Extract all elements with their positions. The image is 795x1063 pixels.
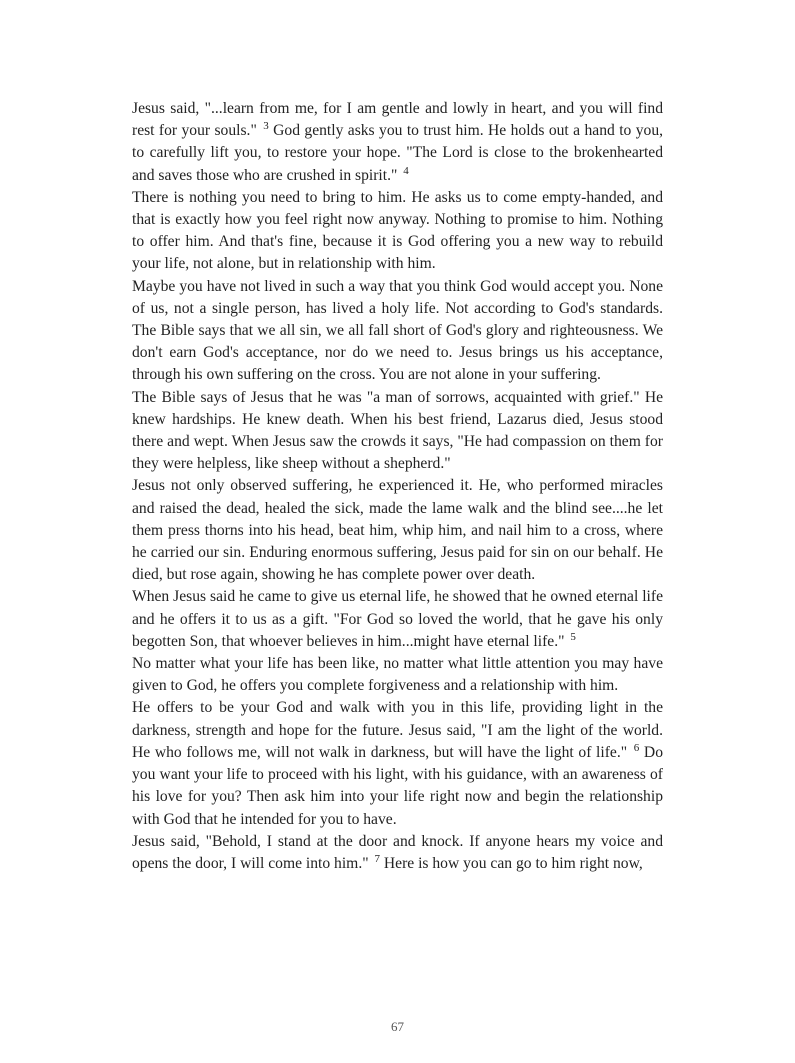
paragraph <box>132 831 663 875</box>
paragraph <box>132 98 663 187</box>
paragraph <box>132 653 663 697</box>
paragraph <box>132 187 663 276</box>
footnote-marker: 6 <box>633 741 640 754</box>
page-number: 67 <box>391 1019 404 1034</box>
paragraph <box>132 475 663 586</box>
paragraph <box>132 276 663 387</box>
paragraph <box>132 586 663 653</box>
paragraph-text: Jesus said, "...learn from me, for I am gentle and lowly in heart, and you will find rest for your souls." <box>132 100 663 140</box>
paragraph <box>132 697 663 830</box>
paragraph-text: Jesus said, "Behold, I stand at the door and knock. If anyone hears my voice and opens the door, I will come into him." <box>132 832 663 872</box>
paragraph-text: There is nothing you need to bring to him. He asks us to come empty-handed, and that is exactly how you feel right now anyway. Nothing to promise to him. Nothing to offer him. And that's fine, because it is God offering you a new way to rebuild your life, not alone, but in relationship with him. <box>132 188 663 273</box>
footnote-marker: 4 <box>403 164 409 177</box>
paragraph-text: The Bible says of Jesus that he was "a man of sorrows, acquainted with grief." He knew hardships. He knew death. When his best friend, Lazarus died, Jesus stood there and wept. When Jesus saw the crowds it says, "He had compassion on them for they were helpless, like sheep without a shepherd." <box>132 388 663 473</box>
footnote-marker: 7 <box>374 852 380 865</box>
body-text <box>132 98 663 875</box>
paragraph-text: When Jesus said he came to give us eternal life, he showed that he owned eternal life and he offers it to us as a gift. "For God so loved the world, that he gave his only begotten Son, that whoever believes in him...might have eternal life." <box>132 588 663 650</box>
footnote-marker: 3 <box>263 120 269 133</box>
paragraph-text: Do you want your life to proceed with his light, with his guidance, with an awareness of his love for you? Then ask him into your life right now and begin the relationship with God that he intended for you to have. <box>132 743 663 828</box>
paragraph-text: Here is how you can go to him right now, <box>379 854 643 872</box>
paragraph-text: He offers to be your God and walk with you in this life, providing light in the darkness, strength and hope for the future. Jesus said, "I am the light of the world. He who follows me, will not walk in darkness, but will have the light of life." <box>132 699 663 761</box>
paragraph-text: No matter what your life has been like, no matter what little attention you may have given to God, he offers you complete forgiveness and a relationship with him. <box>132 655 663 695</box>
footnote-marker: 5 <box>570 630 576 643</box>
paragraph-text: Jesus not only observed suffering, he experienced it. He, who performed miracles and raised the dead, healed the sick, made the lame walk and the blind see....he let them press thorns into his head, beat him, whip him, and nail him to a cross, where he carried our sin. Enduring enormous suffering, Jesus paid for sin on our behalf. He died, but rose again, showing he has complete power over death. <box>132 477 663 584</box>
paragraph-text: Maybe you have not lived in such a way that you think God would accept you. None of us, not a single person, has lived a holy life. Not according to God's standards. The Bible says that we all sin, we all fall short of God's glory and righteousness. We don't earn God's acceptance, nor do we need to. Jesus brings us his acceptance, through his own suffering on the cross. You are not alone in your suffering. <box>132 277 663 384</box>
paragraph <box>132 387 663 476</box>
paragraph-text: God gently asks you to trust him. He holds out a hand to you, to carefully lift you, to restore your hope. "The Lord is close to the brokenhearted and saves those who are crushed in spirit." <box>132 122 664 184</box>
